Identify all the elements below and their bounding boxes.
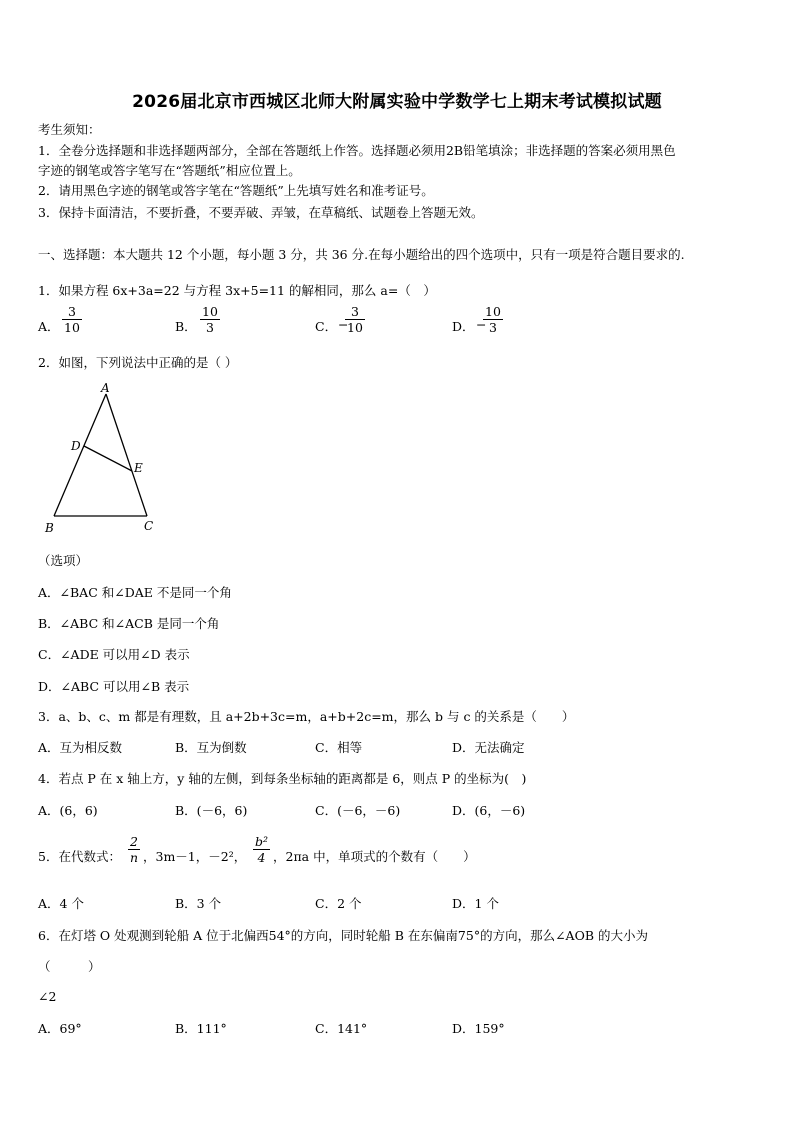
- q5-option-b: B．3 个: [175, 896, 222, 911]
- fraction-denominator: 3: [488, 320, 497, 335]
- question-6-stem: 6．在灯塔 O 处观测到轮船 A 位于北偏西54°的方向，同时轮船 B 在东偏南75°的方向，那么∠AOB 的大小为: [38, 928, 648, 943]
- fraction-numerator: 10: [202, 304, 218, 319]
- fraction-denominator: 3: [205, 320, 214, 335]
- q1-option-a-fraction: [62, 304, 82, 335]
- fraction-denominator: 4: [257, 850, 266, 865]
- q3-option-a: A．互为相反数: [38, 740, 123, 755]
- minus-sign: −: [476, 317, 487, 332]
- question-3-stem: 3．a、b、c、m 都是有理数，且 a+2b+3c=m，a+b+2c=m，那么 b 与 c 的关系是（ ）: [38, 709, 575, 724]
- q1-option-a-label: A．: [38, 319, 60, 334]
- question-5-stem-prefix: 5．在代数式：: [38, 849, 121, 864]
- fraction-denominator: 10: [64, 320, 80, 335]
- q2-option-a: A．∠BAC 和∠DAE 不是同一个角: [38, 585, 232, 600]
- fraction-denominator: n: [130, 850, 139, 865]
- q4-option-a: A．(6，6): [38, 803, 98, 818]
- q6-option-b: B．111°: [175, 1021, 227, 1036]
- q6-option-c: C．141°: [315, 1021, 368, 1036]
- notice-item: 3．保持卡面清洁，不要折叠，不要弄破、弄皱，在草稿纸、试题卷上答题无效。: [38, 205, 484, 220]
- label-c: C: [144, 519, 154, 533]
- q5-fraction-b2-over-4: [253, 834, 270, 865]
- question-2-stem: 2．如图，下列说法中正确的是（ ）: [38, 355, 238, 370]
- fraction-numerator: 10: [485, 304, 501, 319]
- notice-item: 2．请用黑色字迹的钢笔或答字笔在“答题纸”上先填写姓名和准考证号。: [38, 183, 434, 198]
- q5-fraction-2-over-n: [128, 834, 140, 865]
- fraction-numerator: 3: [350, 304, 359, 319]
- fraction-denominator: 10: [347, 320, 363, 335]
- page-title: 2026届北京市西城区北师大附属实验中学数学七上期末考试模拟试题: [132, 92, 662, 112]
- q1-option-c-fraction: [345, 304, 365, 335]
- notice-item: 1．全卷分选择题和非选择题两部分，全部在答题纸上作答。选择题必须用2B铅笔填涂；非选择题的答案必须用黑色: [38, 143, 676, 158]
- q3-option-d: D．无法确定: [452, 740, 525, 755]
- q5-option-d: D．1 个: [452, 896, 499, 911]
- q1-option-d-label: D．: [452, 319, 475, 334]
- label-b: B: [45, 521, 54, 535]
- fraction-numerator: 2: [130, 834, 138, 849]
- segment-ab: [54, 394, 106, 516]
- notice-item: 字迹的钢笔或答字笔写在“答题纸”相应位置上。: [38, 163, 301, 178]
- q1-option-d-fraction: [483, 304, 503, 335]
- answer-parentheses: （ ）: [38, 959, 101, 974]
- fraction-numerator: b²: [255, 834, 269, 849]
- q5-option-a: A．4 个: [38, 896, 84, 911]
- q1-option-b-label: B．: [175, 319, 197, 334]
- q1-option-c-label: C．: [315, 319, 338, 334]
- q2-option-b: B．∠ABC 和∠ACB 是同一个角: [38, 616, 220, 631]
- options-note: （选项）: [38, 553, 89, 568]
- triangle-figure: [40, 380, 170, 540]
- question-1-stem: 1．如果方程 6x+3a=22 与方程 3x+5=11 的解相同，那么 a=（ ）: [38, 283, 436, 298]
- q4-option-b: B．(－6，6): [175, 803, 248, 818]
- notice-heading: 考生须知：: [38, 122, 101, 137]
- fraction-numerator: 3: [67, 304, 76, 319]
- q4-option-c: C．(－6，－6): [315, 803, 401, 818]
- q1-option-b-fraction: [200, 304, 220, 335]
- q2-option-d: D．∠ABC 可以用∠B 表示: [38, 679, 190, 694]
- q3-option-c: C．相等: [315, 740, 363, 755]
- label-d: D: [71, 439, 81, 453]
- q4-option-d: D．(6，－6): [452, 803, 526, 818]
- section-heading: 一、选择题：本大题共 12 个小题，每小题 3 分，共 36 分.在每小题给出的四个选项中，只有一项是符合题目要求的.: [38, 247, 685, 262]
- question-5-stem-suffix: ，2πa 中，单项式的个数有（ ）: [273, 849, 476, 864]
- q3-option-b: B．互为倒数: [175, 740, 247, 755]
- minus-sign: −: [338, 317, 349, 332]
- q6-option-a: A．69°: [38, 1021, 82, 1036]
- question-5-stem-mid: ，3m－1，－2²，: [143, 849, 247, 864]
- label-a: A: [101, 381, 110, 395]
- stray-angle-symbol: ∠2: [38, 989, 57, 1004]
- segment-ac: [106, 394, 147, 516]
- q6-option-d: D．159°: [452, 1021, 505, 1036]
- question-4-stem: 4．若点 P 在 x 轴上方，y 轴的左侧，到每条坐标轴的距离都是 6，则点 P 的坐标为( ): [38, 771, 527, 786]
- label-e: E: [134, 461, 143, 475]
- q5-option-c: C．2 个: [315, 896, 362, 911]
- q2-option-c: C．∠ADE 可以用∠D 表示: [38, 647, 190, 662]
